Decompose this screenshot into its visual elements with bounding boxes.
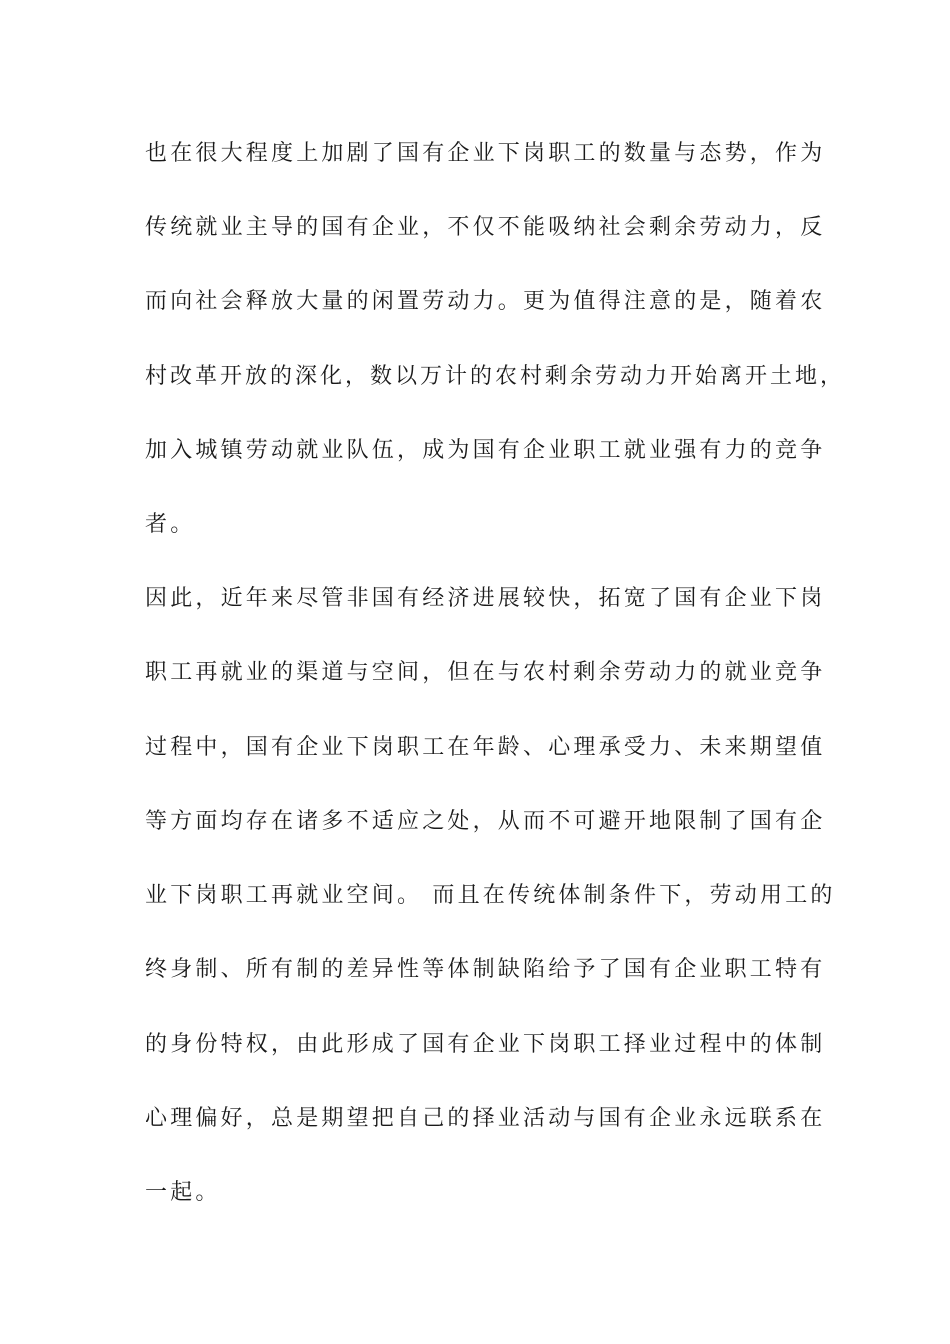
paragraph-1-line-3: 而向社会释放大量的闲置劳动力。更为值得注意的是，随着农 bbox=[145, 289, 826, 314]
paragraph-2-line-1: 因此，近年来尽管非国有经济进展较快，拓宽了国有企业下岗 bbox=[145, 586, 826, 611]
paragraph-2-line-3: 过程中，国有企业下岗职工在年龄、心理承受力、未来期望值 bbox=[145, 735, 826, 760]
paragraph-2-line-2: 职工再就业的渠道与空间，但在与农村剩余劳动力的就业竞争 bbox=[145, 660, 826, 685]
paragraph-2-line-8: 心理偏好，总是期望把自己的择业活动与国有企业永远联系在 bbox=[145, 1106, 826, 1131]
paragraph-1-line-2: 传统就业主导的国有企业，不仅不能吸纳社会剩余劳动力，反 bbox=[145, 215, 826, 240]
paragraph-1-line-6: 者。 bbox=[145, 512, 196, 537]
paragraph-1-line-1: 也在很大程度上加剧了国有企业下岗职工的数量与态势，作为 bbox=[145, 141, 826, 166]
paragraph-1-line-5: 加入城镇劳动就业队伍，成为国有企业职工就业强有力的竞争 bbox=[145, 438, 826, 463]
paragraph-1-line-4: 村改革开放的深化，数以万计的农村剩余劳动力开始离开土地， bbox=[145, 364, 846, 389]
paragraph-2-line-5: 业下岗职工再就业空间。 而且在传统体制条件下，劳动用工的 bbox=[145, 883, 836, 908]
paragraph-2-line-4: 等方面均存在诸多不适应之处，从而不可避开地限制了国有企 bbox=[145, 809, 826, 834]
paragraph-2-line-9: 一起。 bbox=[145, 1180, 221, 1205]
paragraph-2-line-6: 终身制、所有制的差异性等体制缺陷给予了国有企业职工特有 bbox=[145, 957, 826, 982]
paragraph-2-line-7: 的身份特权，由此形成了国有企业下岗职工择业过程中的体制 bbox=[145, 1032, 826, 1057]
